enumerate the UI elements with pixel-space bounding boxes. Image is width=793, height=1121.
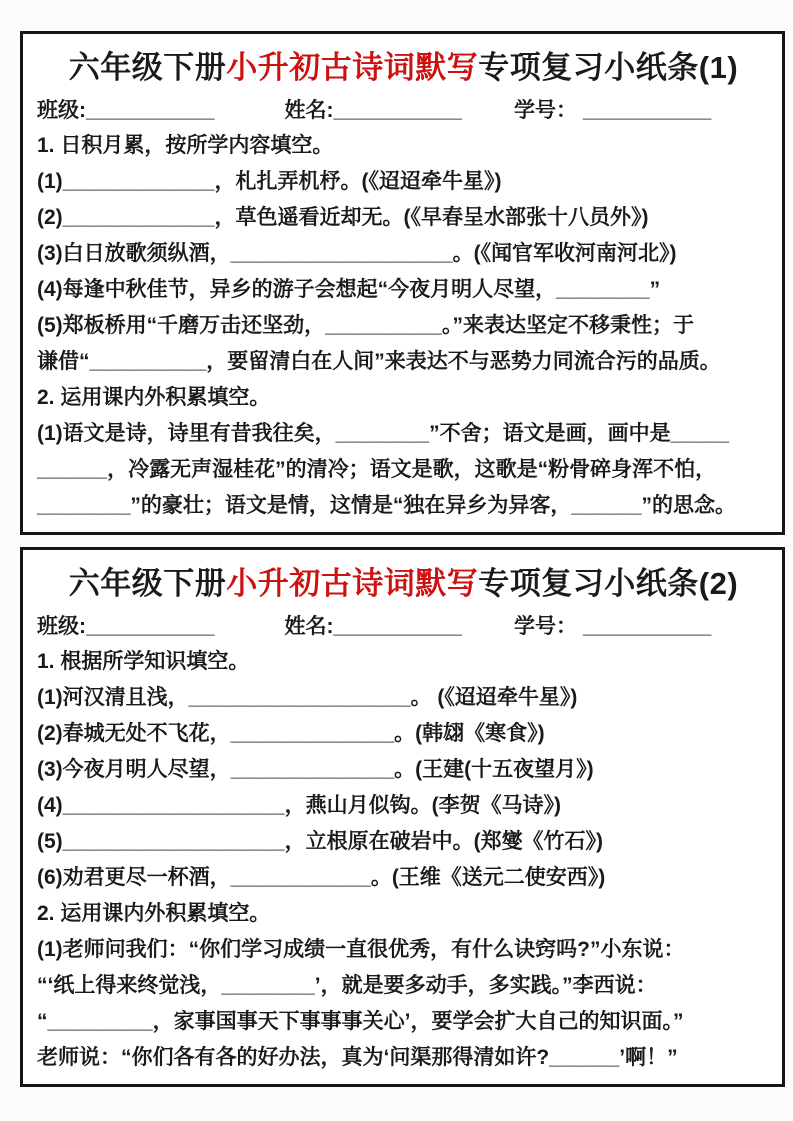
name-blank-line: ___________ — [333, 99, 462, 122]
question-line: (1)河汉清且浅，___________________。 (《迢迢牵牛星》) — [37, 686, 578, 709]
card-title — [37, 562, 770, 606]
section-2 — [37, 896, 770, 1076]
title-highlight: 小升初古诗词默写 — [226, 566, 479, 601]
question-line: (5)___________________，立根原在破岩中。(郑燮《竹石》) — [37, 830, 604, 853]
title-prefix: 六年级下册 — [68, 50, 227, 85]
question-line: (3)今夜月明人尽望，______________。(王建(十五夜望月》) — [37, 758, 594, 781]
class-label: 班级: — [37, 615, 86, 638]
question-line: (5)郑板桥用“千磨万击还坚劲，__________。”来表达坚定不移秉性；于 — [37, 314, 694, 337]
section-1 — [37, 644, 770, 896]
name-label: 姓名: — [284, 99, 334, 122]
question-line: (4)___________________，燕山月似钩。(李贺《马诗》) — [37, 794, 562, 817]
title-suffix: 专项复习小纸条(2) — [478, 566, 739, 601]
worksheet-card-2 — [20, 547, 785, 1087]
name-field — [284, 94, 461, 128]
card-title — [37, 46, 770, 90]
student-id-label: 学号： — [513, 615, 583, 638]
question-line: “_________，家事国事天下事事事关心’，要学会扩大自己的知识面。” — [37, 1010, 684, 1033]
question-line: 老师说：“你们各有各的好办法，真为‘问渠那得清如许?______’啊！” — [37, 1046, 678, 1069]
section-2-heading: 2. 运用课内外积累填空。 — [37, 386, 271, 409]
section-2 — [37, 380, 770, 524]
class-label: 班级: — [37, 99, 86, 122]
question-line: (2)春城无处不飞花，______________。(韩翃《寒食》) — [37, 722, 545, 745]
class-blank-line: ___________ — [86, 615, 215, 638]
question-line: (1)老师问我们：“你们学习成绩一直很优秀，有什么诀窍吗?”小东说： — [37, 938, 685, 961]
class-field — [37, 610, 214, 644]
worksheet-card-1 — [20, 31, 785, 535]
section-2-heading: 2. 运用课内外积累填空。 — [37, 902, 271, 925]
question-line: (4)每逢中秋佳节，异乡的游子会想起“今夜月明人尽望，________” — [37, 278, 661, 301]
question-line: (2)_____________，草色遥看近却无。(《早春呈水部张十八员外》) — [37, 206, 649, 229]
class-blank-line: ___________ — [86, 99, 215, 122]
class-field — [37, 94, 214, 128]
student-id-field — [514, 94, 711, 128]
student-info-row — [37, 610, 770, 644]
student-info-row — [37, 94, 770, 128]
question-line: “‘纸上得来终觉浅，________’，就是要多动手，多实践。”李西说： — [37, 974, 657, 997]
question-line: (1)语文是诗，诗里有昔我往矣，________”不舍；语文是画，画中是_____ — [37, 422, 729, 445]
name-field — [284, 610, 461, 644]
title-highlight: 小升初古诗词默写 — [226, 50, 479, 85]
question-line: (6)劝君更尽一杯酒，____________。(王维《送元二使安西》) — [37, 866, 606, 889]
student-id-field — [514, 610, 711, 644]
title-prefix: 六年级下册 — [68, 566, 227, 601]
title-suffix: 专项复习小纸条(1) — [478, 50, 739, 85]
question-line: ________”的豪壮；语文是情，这情是“独在异乡为异客，______”的思念。 — [37, 494, 737, 517]
section-1-heading: 1. 根据所学知识填空。 — [37, 650, 250, 673]
question-line: 谦借“__________，要留清白在人间”来表达不与恶势力同流合污的品质。 — [37, 350, 721, 373]
question-line: ______，冷露无声湿桂花”的清冷；语文是歌，这歌是“粉骨碎身浑不怕， — [37, 458, 717, 481]
question-line: (1)_____________，札扎弄机杼。(《迢迢牵牛星》) — [37, 170, 502, 193]
name-blank-line: ___________ — [333, 615, 462, 638]
student-id-label: 学号： — [513, 99, 583, 122]
student-id-blank-line: ___________ — [582, 99, 712, 122]
question-line: (3)白日放歌须纵酒，___________________。(《闻官军收河南河北》) — [37, 242, 677, 265]
name-label: 姓名: — [284, 615, 334, 638]
section-1 — [37, 128, 770, 380]
student-id-blank-line: ___________ — [582, 615, 712, 638]
section-1-heading: 1. 日积月累，按所学内容填空。 — [37, 134, 334, 157]
